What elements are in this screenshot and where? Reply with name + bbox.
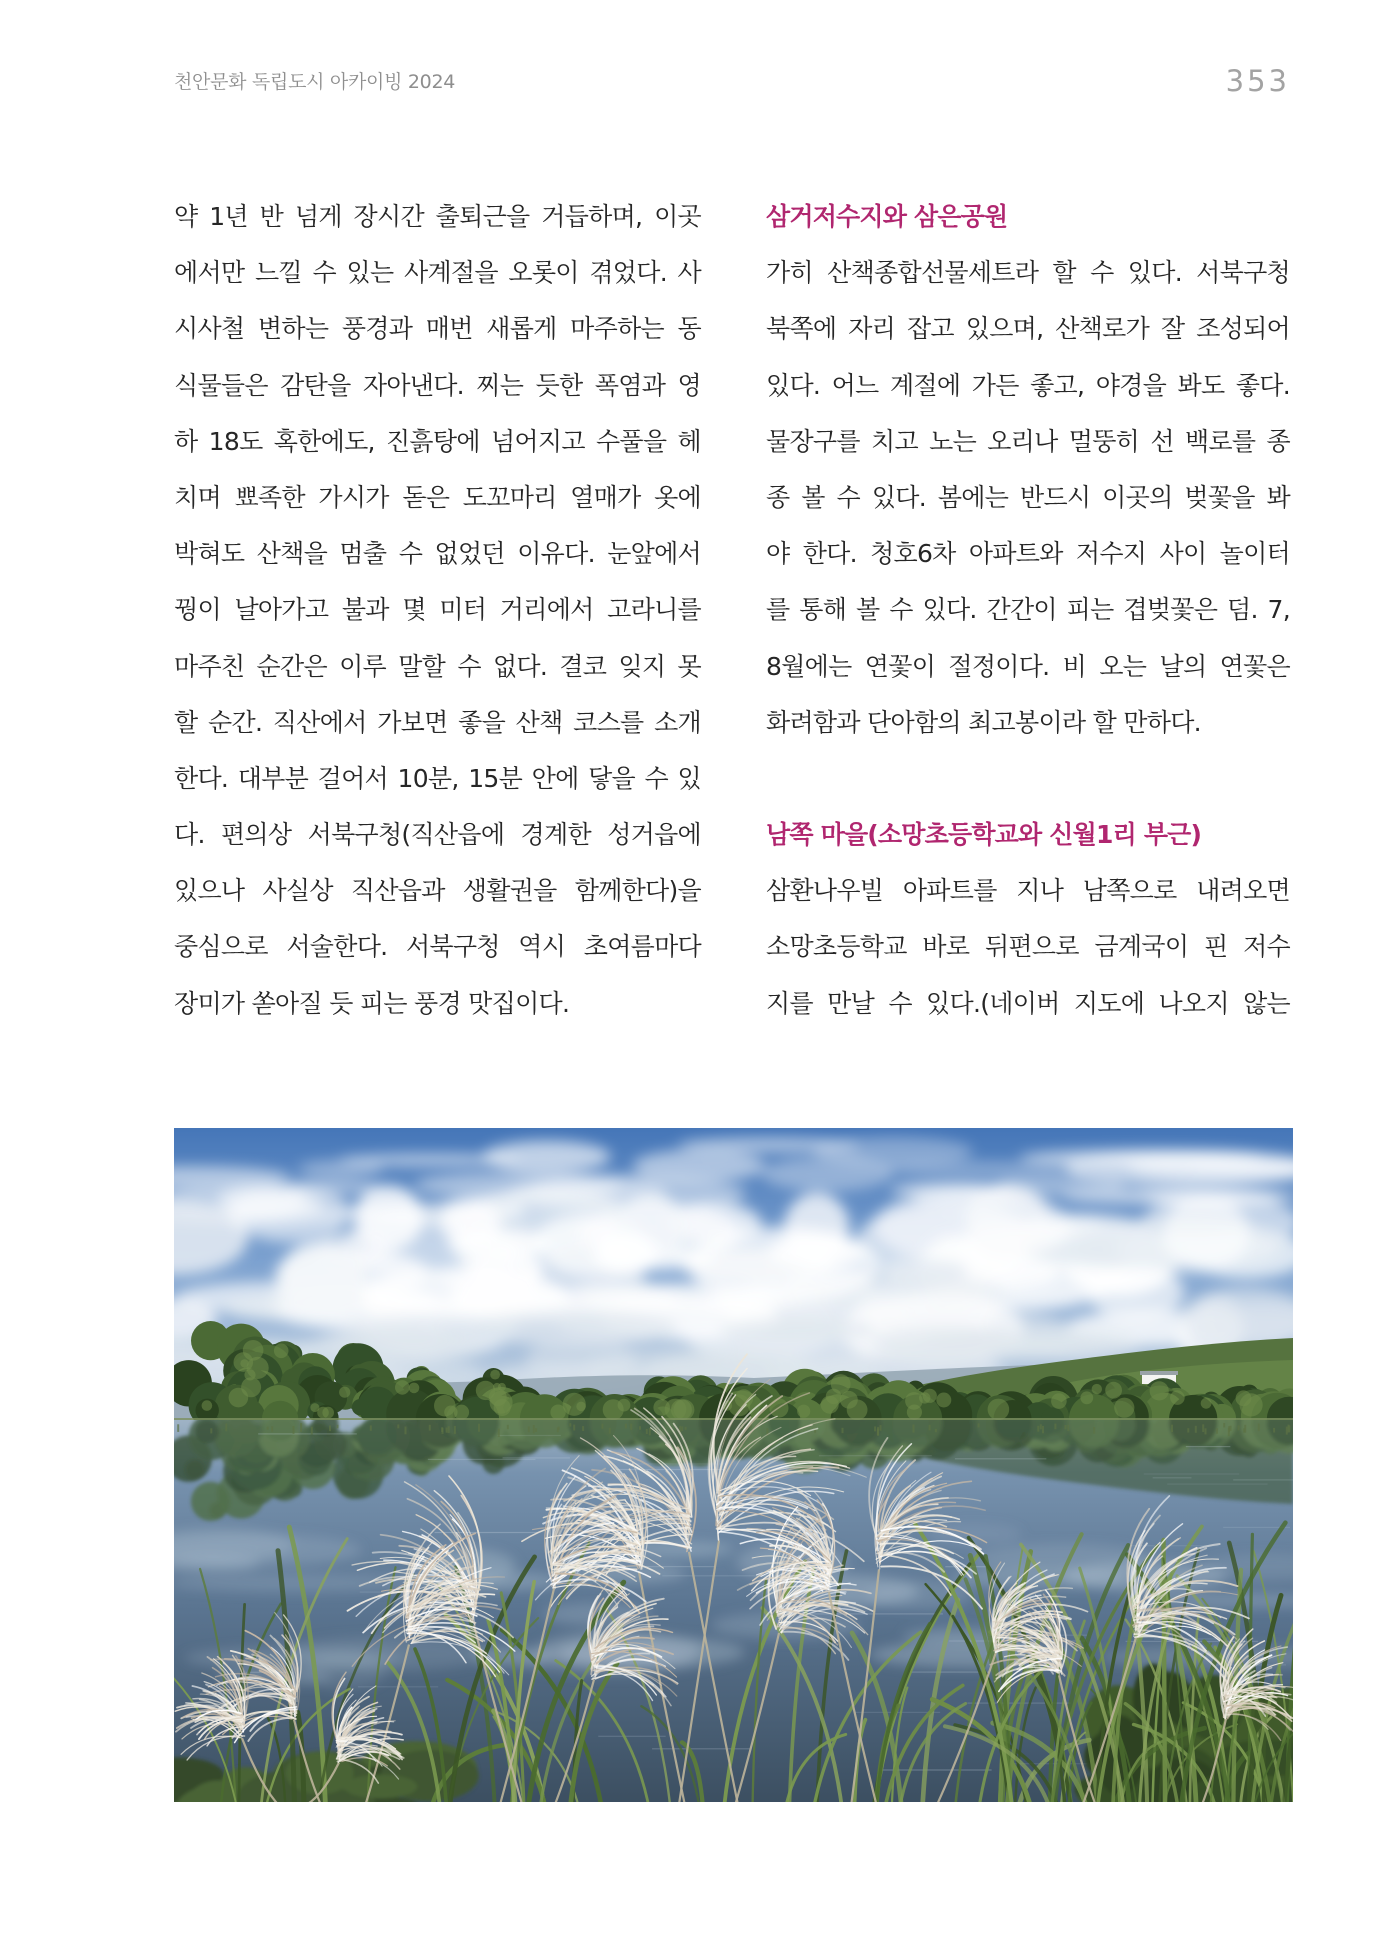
body-text-line: 북쪽에 자리 잡고 있으며, 산책로가 잘 조성되어 — [766, 314, 1290, 344]
body-text-line: 지를 만날 수 있다.(네이버 지도에 나오지 않는 — [766, 988, 1290, 1018]
body-text-line: 박혀도 산책을 멈출 수 없었던 이유다. 눈앞에서 — [174, 539, 701, 569]
running-header-title: 천안문화 독립도시 아카이빙 2024 — [174, 71, 456, 93]
body-text-line: 에서만 느낄 수 있는 사계절을 오롯이 겪었다. 사 — [174, 258, 701, 288]
body-text-line: 물장구를 치고 노는 오리나 멀뚱히 선 백로를 종 — [766, 426, 1290, 456]
body-text-line: 다. 편의상 서북구청(직산읍에 경계한 성거읍에 — [174, 820, 701, 850]
body-text-line: 삼환나우빌 아파트를 지나 남쪽으로 내려오면 — [766, 876, 1290, 906]
body-text-line: 소망초등학교 바로 뒤편으로 금계국이 핀 저수 — [766, 932, 1290, 962]
body-text-line: 하 18도 혹한에도, 진흙탕에 넘어지고 수풀을 헤 — [174, 426, 701, 456]
body-text-line: 꿩이 날아가고 불과 몇 미터 거리에서 고라니를 — [174, 595, 701, 625]
body-text-line: 할 순간. 직산에서 가보면 좋을 산책 코스를 소개 — [174, 707, 701, 737]
body-text-line: 치며 뾰족한 가시가 돋은 도꼬마리 열매가 옷에 — [174, 482, 701, 512]
body-text-line: 장미가 쏟아질 듯 피는 풍경 맛집이다. — [174, 988, 570, 1018]
left-text-column — [174, 189, 701, 1032]
body-text-line: 야 한다. 청호6차 아파트와 저수지 사이 놀이터 — [766, 539, 1290, 569]
body-text-line: 있으나 사실상 직산읍과 생활권을 함께한다)을 — [174, 876, 701, 906]
body-text-line: 식물들은 감탄을 자아낸다. 찌는 듯한 폭염과 영 — [174, 370, 701, 400]
body-text-line: 를 통해 볼 수 있다. 간간이 피는 겹벚꽃은 덤. 7, — [766, 595, 1290, 625]
body-text-line: 약 1년 반 넘게 장시간 출퇴근을 거듭하며, 이곳 — [174, 202, 701, 231]
reservoir-photo-image — [174, 1128, 1293, 1802]
body-text-line: 시사철 변하는 풍경과 매번 새롭게 마주하는 동 — [174, 314, 701, 344]
body-text-line: 마주친 순간은 이루 말할 수 없다. 결코 잊지 못 — [174, 651, 701, 681]
section-heading-south-village: 남쪽 마을(소망초등학교와 신월1리 부근) — [766, 820, 1202, 850]
body-text-line: 화려함과 단아함의 최고봉이라 할 만하다. — [766, 707, 1201, 737]
body-text-line: 8월에는 연꽃이 절정이다. 비 오는 날의 연꽃은 — [766, 651, 1290, 681]
body-text-line: 종 볼 수 있다. 봄에는 반드시 이곳의 벚꽃을 봐 — [766, 482, 1290, 512]
section-heading-samgeo-reservoir: 삼거저수지와 삼은공원 — [766, 202, 1008, 231]
reservoir-photo — [174, 1128, 1293, 1802]
body-text-line: 중심으로 서술한다. 서북구청 역시 초여름마다 — [174, 932, 701, 962]
body-text-line: 가히 산책종합선물세트라 할 수 있다. 서북구청 — [766, 258, 1290, 288]
right-text-column — [766, 189, 1290, 1032]
body-text-line: 있다. 어느 계절에 가든 좋고, 야경을 봐도 좋다. — [766, 370, 1290, 400]
section-spacer — [766, 751, 1290, 807]
body-text-line: 한다. 대부분 걸어서 10분, 15분 안에 닿을 수 있 — [174, 763, 701, 793]
page-number: 353 — [1225, 64, 1290, 98]
